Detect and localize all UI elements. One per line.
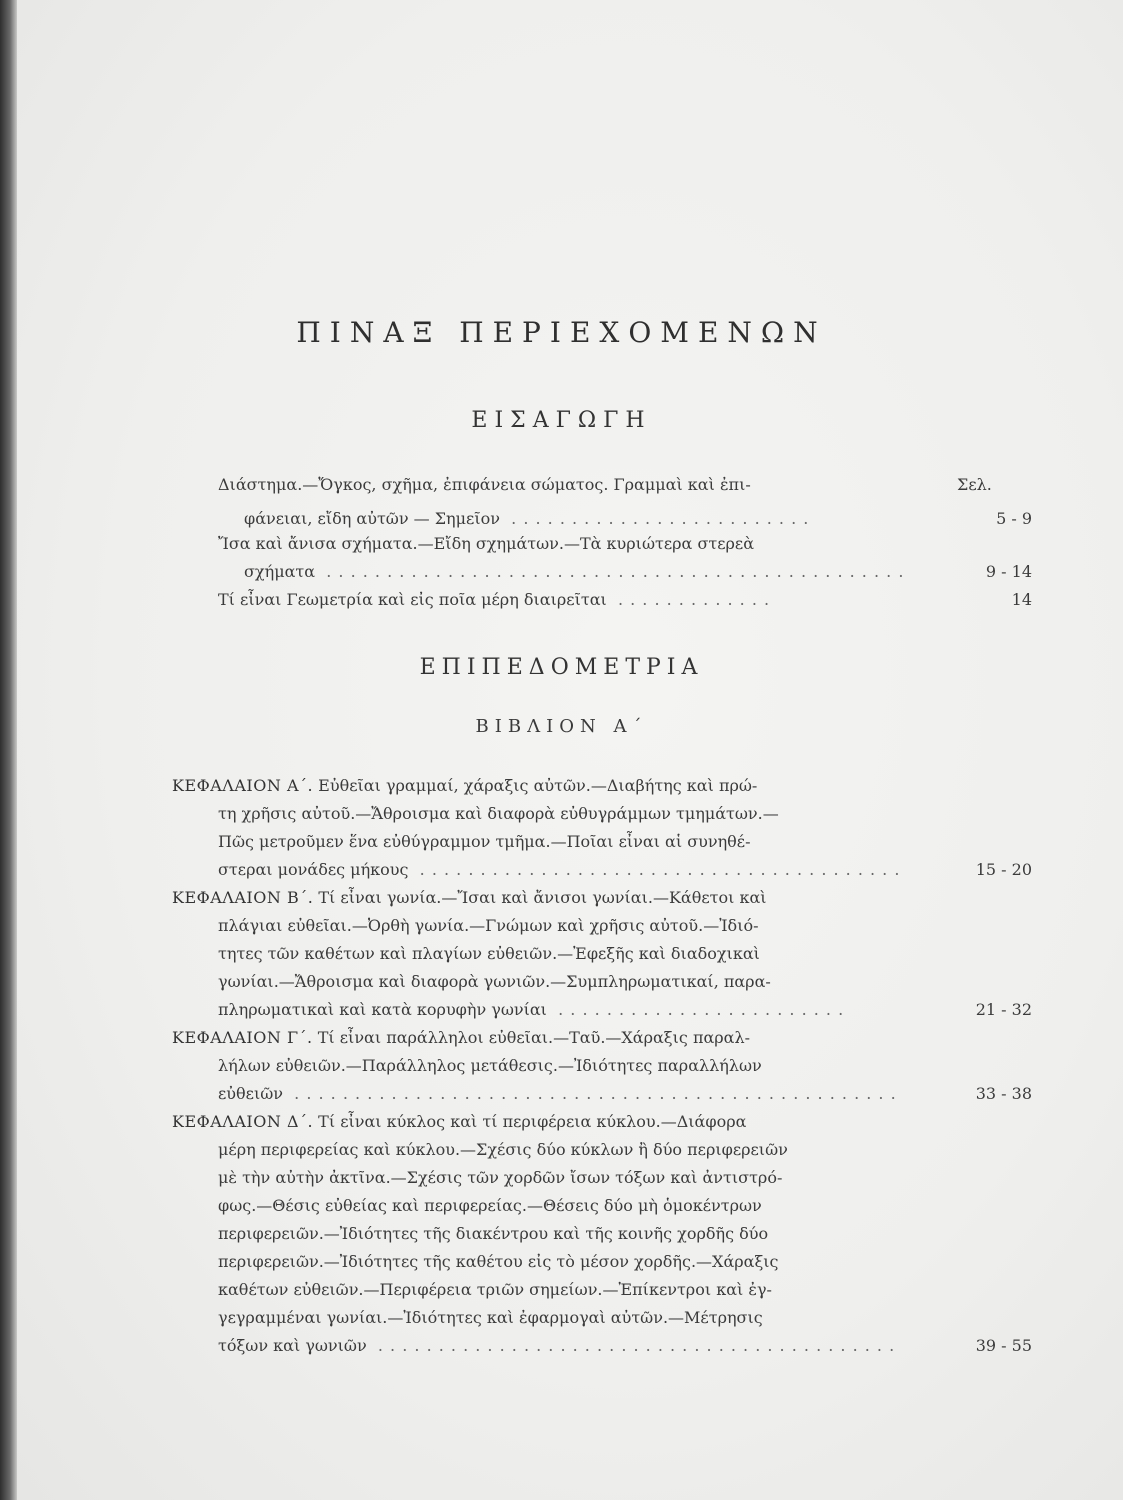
toc-entry-text: Πῶς μετροῦμεν ἕνα εὐθύγραμμον τμῆμα.—Ποῖαι εἶναι αἱ συνηθέ- [218,832,751,851]
toc-entry-line [218,1051,762,1081]
toc-entry-line [218,1275,772,1305]
chapter-label: ΚΕΦΑΛΑΙΟΝ Γ΄. [172,1028,313,1047]
toc-entry-text: Τί εἶναι Γεωμετρία καὶ εἰς ποῖα μέρη διαιρεῖται [218,590,607,609]
toc-entry-text: καθέτων εὐθειῶν.—Περιφέρεια τριῶν σημείων.—Ἐπίκεντροι καὶ ἐγ- [218,1280,772,1299]
toc-page-range: 33 - 38 [975,1084,1032,1103]
toc-entry-line [172,771,757,801]
toc-entry-text: στεραι μονάδες μήκους [218,860,409,879]
toc-entry-text: μέρη περιφερείας καὶ κύκλου.—Σχέσις δύο κύκλων ἢ δύο περιφερειῶν [218,1140,788,1159]
leader-dots: . . . . . . . . . . . . . . . . . . . . . . . . . . . . . . . . . . . . . . . . . . . . . . . . . . [288,1084,897,1103]
leader-dots: . . . . . . . . . . . . . . . . . . . . . . . . . . . . . . . . . . . . . . . . . . . . . . . . [320,562,905,581]
toc-entry-text: φως.—Θέσις εὐθείας καὶ περιφερείας.—Θέσεις δύο μὴ ὁμοκέντρων [218,1196,762,1215]
toc-page-range: 5 - 9 [996,509,1032,528]
toc-entry-text: πληρωματικαὶ καὶ κατὰ κορυφὴν γωνίαι [218,1000,547,1019]
leader-dots: . . . . . . . . . . . . . . . . . . . . . . . . [552,1000,845,1019]
toc-entry-line [218,529,754,559]
toc-entry-text: γωνίαι.—Ἄθροισμα καὶ διαφορὰ γωνιῶν.—Συμπληρωματικαί, παρα- [218,972,771,991]
toc-entry-line [218,1303,763,1333]
toc-entry-line [218,1079,897,1109]
page-column-label: Σελ. [957,475,992,494]
toc-entry-text: Τί εἶναι παράλληλοι εὐθεῖαι.—Ταῦ.—Χάραξις παραλ- [317,1028,751,1047]
toc-entry-text: γεγραμμέναι γωνίαι.—Ἰδιότητες καὶ ἐφαρμογαὶ αὐτῶν.—Μέτρησις [218,1308,763,1327]
toc-entry-text: περιφερειῶν.—Ἰδιότητες τῆς διακέντρου καὶ τῆς κοινῆς χορδῆς δύο [218,1224,769,1243]
toc-entry-line [218,1191,762,1221]
toc-entry-text: εὐθειῶν [218,1084,283,1103]
toc-page-range: 39 - 55 [975,1336,1032,1355]
toc-entry-line [218,939,760,969]
toc-entry-text: τη χρῆσις αὐτοῦ.—Ἄθροισμα καὶ διαφορὰ εὐθυγράμμων τμημάτων.— [218,804,779,823]
toc-page-range: 9 - 14 [985,562,1032,581]
toc-entry-line [218,967,771,997]
toc-entry-text: Διάστημα.—Ὄγκος, σχῆμα, ἐπιφάνεια σώματος. Γραμμαὶ καὶ ἐπι- [218,475,751,494]
toc-entry-line [172,1107,746,1137]
toc-entry-text: φάνειαι, εἴδη αὐτῶν — Σημεῖον [244,509,500,528]
leader-dots: . . . . . . . . . . . . . . . . . . . . . . . . . . . . . . . . . . . . . . . . . . . [371,1336,896,1355]
toc-entry-text: Τί εἶναι κύκλος καὶ τί περιφέρεια κύκλου.—Διάφορα [318,1112,747,1131]
toc-entry-line [218,911,759,941]
toc-entry-text: τόξων καὶ γωνιῶν [218,1336,367,1355]
toc-entry-line [218,827,751,857]
toc-entry-line [218,799,779,829]
page-title: ΠΙΝΑΞ ΠΕΡΙΕΧΟΜΕΝΩΝ [296,316,827,349]
chapter-label: ΚΕΦΑΛΑΙΟΝ Δ΄. [172,1112,314,1131]
toc-page-range: 15 - 20 [975,860,1032,879]
book-heading: ΒΙΒΛΙΟΝ Α΄ [475,716,648,737]
leader-dots: . . . . . . . . . . . . . . . . . . . . . . . . . . . . . . . . . . . . . . . . [413,860,901,879]
toc-entry-text: σχήματα [244,562,316,581]
toc-entry-line [218,1219,768,1249]
toc-entry-line [218,1163,782,1193]
toc-page-range: 21 - 32 [975,1000,1032,1019]
toc-entry-line [218,995,844,1025]
toc-entry-line [218,1331,895,1361]
toc-entry-line [172,1023,750,1053]
toc-entry-text: μὲ τὴν αὐτὴν ἀκτῖνα.—Σχέσις τῶν χορδῶν ἴσων τόξων καὶ ἀντιστρό- [218,1168,783,1187]
toc-entry-text: πλάγιαι εὐθεῖαι.—Ὀρθὴ γωνία.—Γνώμων καὶ χρῆσις αὐτοῦ.—Ἰδιό- [218,916,759,935]
chapter-label: ΚΕΦΑΛΑΙΟΝ Β΄. [172,888,314,907]
toc-page-range: 14 [1011,590,1032,609]
toc-entry-line [218,1247,779,1277]
intro-heading: ΕΙΣΑΓΩΓΗ [471,408,652,433]
toc-entry-line [218,585,770,615]
toc-entry-text: Ἴσα καὶ ἄνισα σχήματα.—Εἴδη σχημάτων.—Τὰ κυριώτερα στερεὰ [218,534,754,553]
toc-entry-text: Εὐθεῖαι γραμμαί, χάραξις αὐτῶν.—Διαβήτης καὶ πρώ- [318,776,758,795]
toc-entry-text: περιφερειῶν.—Ἰδιότητες τῆς καθέτου εἰς τὸ μέσον χορδῆς.—Χάραξις [218,1252,779,1271]
toc-entry-text: τητες τῶν καθέτων καὶ πλαγίων εὐθειῶν.—Ἐφεξῆς καὶ διαδοχικαὶ [218,944,760,963]
toc-entry-line [218,1135,788,1165]
leader-dots: . . . . . . . . . . . . . . . . . . . . . . . . . [505,509,810,528]
chapter-label: ΚΕΦΑΛΑΙΟΝ Α΄. [172,776,314,795]
toc-entry-line [172,883,767,913]
leader-dots: . . . . . . . . . . . . . [611,590,771,609]
toc-entry-text: Τί εἶναι γωνία.—Ἴσαι καὶ ἄνισοι γωνίαι.—Κάθετοι καὶ [318,888,767,907]
toc-entry-line [218,855,900,885]
toc-entry-line [218,470,751,500]
toc-entry-text: λήλων εὐθειῶν.—Παράλληλος μετάθεσις.—Ἰδιότητες παραλλήλων [218,1056,762,1075]
section-heading: ΕΠΙΠΕΔΟΜΕΤΡΙΑ [419,655,704,680]
toc-entry-line [244,557,904,587]
